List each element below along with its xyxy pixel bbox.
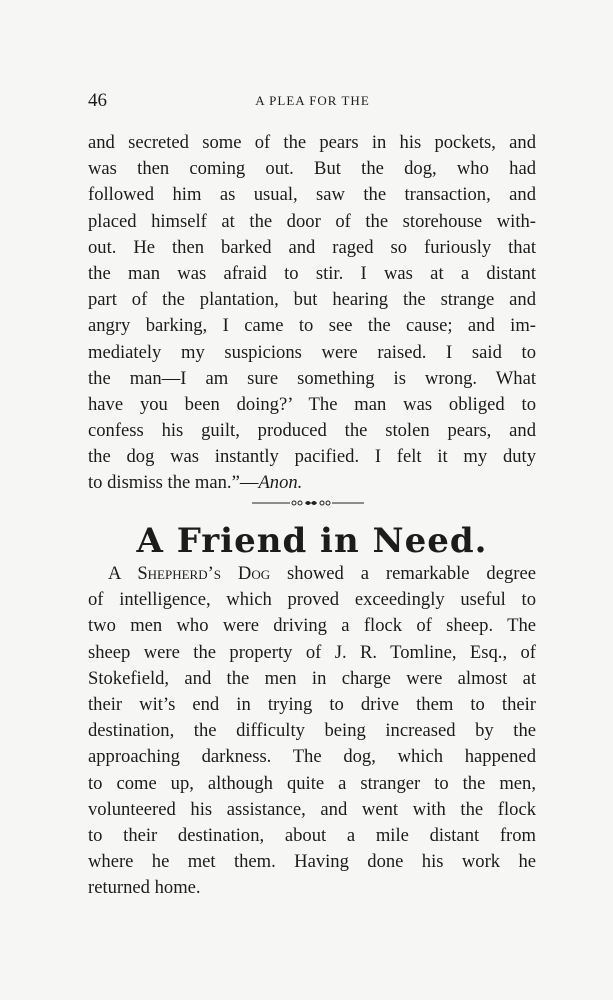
text-line: mediately my suspicions were raised. I said to bbox=[88, 341, 536, 363]
lead-text: A bbox=[108, 563, 138, 584]
text-line: to come up, although quite a stranger to the men, bbox=[88, 772, 536, 794]
text-line: followed him as usual, saw the transaction, and bbox=[88, 184, 536, 206]
page-number: 46 bbox=[88, 90, 107, 111]
lead-rest: showed a remarkable degree bbox=[270, 563, 536, 584]
text-line: destination, the difficulty being increased by the bbox=[88, 720, 536, 742]
text-line: the dog was instantly pacified. I felt it my duty bbox=[88, 446, 536, 468]
paragraph-shepherds-dog bbox=[88, 561, 536, 901]
running-title: A PLEA FOR THE bbox=[255, 93, 370, 108]
text-line: sheep were the property of J. R. Tomline, Esq., of bbox=[88, 641, 536, 663]
text-line: two men who were driving a flock of sheep. The bbox=[88, 615, 536, 637]
text-line: angry barking, I came to see the cause; and im- bbox=[88, 315, 536, 337]
text-line: to their destination, about a mile distant from bbox=[88, 824, 536, 846]
text-line: where he met them. Having done his work he bbox=[88, 851, 536, 873]
text-line: have you been doing?’ The man was obliged to bbox=[88, 393, 536, 415]
text-line-first bbox=[88, 561, 536, 587]
closing-text: to dismiss the man.”— bbox=[88, 472, 259, 494]
section-title: A Friend in Need. bbox=[136, 521, 488, 561]
text-line: their wit’s end in trying to drive them to their bbox=[88, 693, 536, 715]
text-line: was then coming out. But the dog, who had bbox=[88, 158, 536, 180]
text-line: of intelligence, which proved exceedingly useful to bbox=[88, 589, 536, 611]
text-line-last bbox=[88, 470, 536, 496]
text-line: out. He then barked and raged so furiously that bbox=[88, 236, 536, 258]
text-line: the man was afraid to stir. I was at a distant bbox=[88, 262, 536, 284]
text-line: part of the plantation, but hearing the strange and bbox=[88, 289, 536, 311]
text-line: Stokefield, and the men in charge were almost at bbox=[88, 667, 536, 689]
page-header bbox=[88, 90, 537, 116]
smallcaps-text: Shepherd’s Dog bbox=[137, 563, 271, 584]
text-line: and secreted some of the pears in his pockets, and bbox=[88, 132, 536, 153]
text-line-last: returned home. bbox=[88, 877, 201, 899]
ornamental-divider bbox=[252, 497, 364, 509]
attribution: Anon. bbox=[258, 472, 303, 494]
paragraph-anecdote bbox=[88, 130, 536, 497]
text-line: volunteered his assistance, and went with the flock bbox=[88, 798, 536, 820]
text-line: approaching darkness. The dog, which happened bbox=[88, 746, 536, 768]
text-line: confess his guilt, produced the stolen pears, and bbox=[88, 420, 536, 442]
text-line: placed himself at the door of the storehouse with- bbox=[88, 210, 536, 232]
text-line: the man—I am sure something is wrong. What bbox=[88, 367, 536, 389]
